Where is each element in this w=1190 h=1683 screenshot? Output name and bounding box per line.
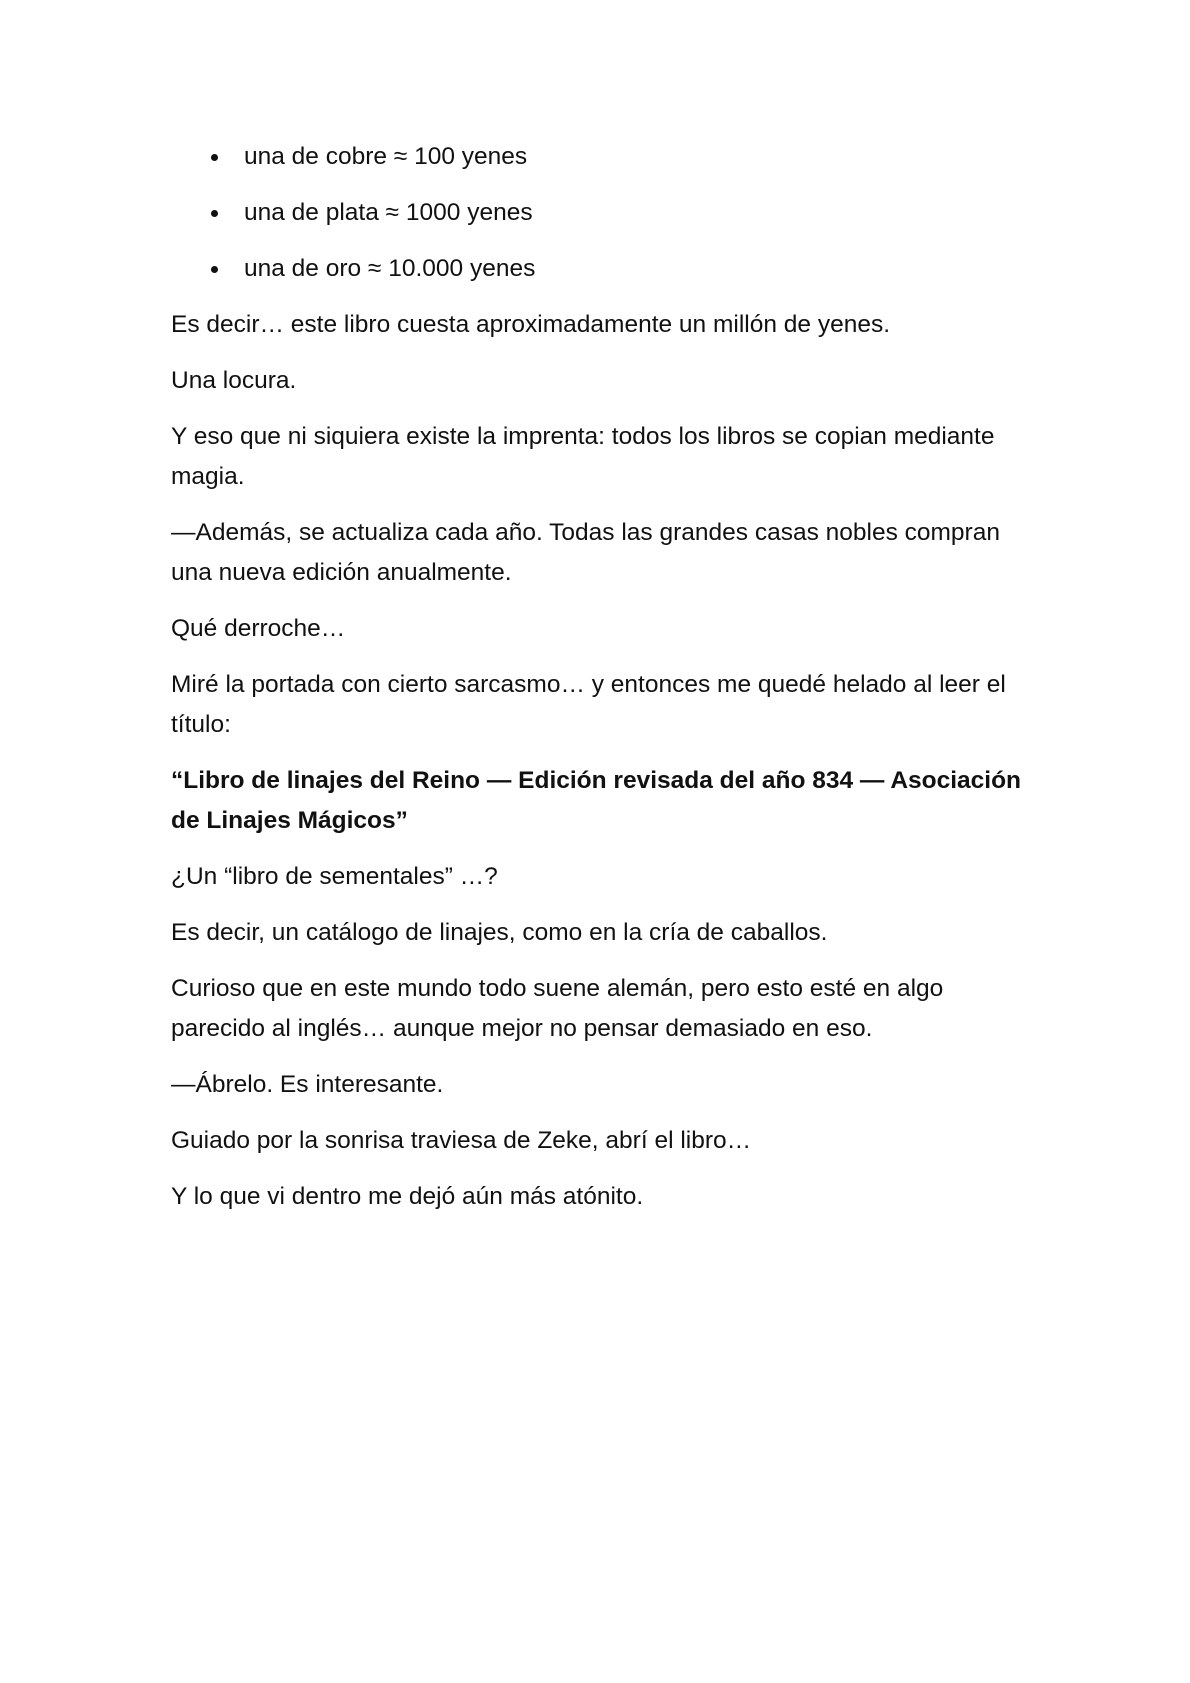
list-item-text: una de oro ≈ 10.000 yenes bbox=[244, 255, 536, 282]
book-title-quote: “Libro de linajes del Reino — Edición revisada del año 834 — Asociación de Linajes Mágicos” bbox=[171, 767, 1022, 834]
bullet-icon bbox=[211, 154, 218, 161]
list-item bbox=[171, 249, 1031, 289]
list-item-text: una de plata ≈ 1000 yenes bbox=[244, 199, 533, 226]
list-item bbox=[171, 193, 1031, 233]
dialogue-paragraph: —Ábrelo. Es interesante. bbox=[171, 1071, 444, 1098]
paragraph: Es decir, un catálogo de linajes, como en la cría de caballos. bbox=[171, 919, 828, 946]
dialogue-paragraph: —Además, se actualiza cada año. Todas las grandes casas nobles compran una nueva edición anualmente. bbox=[171, 519, 1000, 586]
paragraph: Guiado por la sonrisa traviesa de Zeke, abrí el libro… bbox=[171, 1127, 752, 1154]
paragraph: Y lo que vi dentro me dejó aún más atónito. bbox=[171, 1183, 644, 1210]
paragraph: Miré la portada con cierto sarcasmo… y entonces me quedé helado al leer el título: bbox=[171, 671, 1006, 738]
paragraph: Qué derroche… bbox=[171, 615, 346, 642]
paragraph: Es decir… este libro cuesta aproximadamente un millón de yenes. bbox=[171, 311, 891, 338]
list-item-text: una de cobre ≈ 100 yenes bbox=[244, 143, 528, 170]
bullet-icon bbox=[211, 210, 218, 217]
bullet-icon bbox=[211, 266, 218, 273]
paragraph: Curioso que en este mundo todo suene alemán, pero esto esté en algo parecido al inglés… aunque mejor no pensar demasiado en eso. bbox=[171, 975, 944, 1042]
price-list bbox=[171, 137, 1031, 289]
paragraph: Una locura. bbox=[171, 367, 297, 394]
document-body bbox=[171, 137, 1031, 1233]
paragraph: Y eso que ni siquiera existe la imprenta: todos los libros se copian mediante magia. bbox=[171, 423, 995, 490]
paragraph: ¿Un “libro de sementales” …? bbox=[171, 863, 498, 890]
list-item bbox=[171, 137, 1031, 177]
